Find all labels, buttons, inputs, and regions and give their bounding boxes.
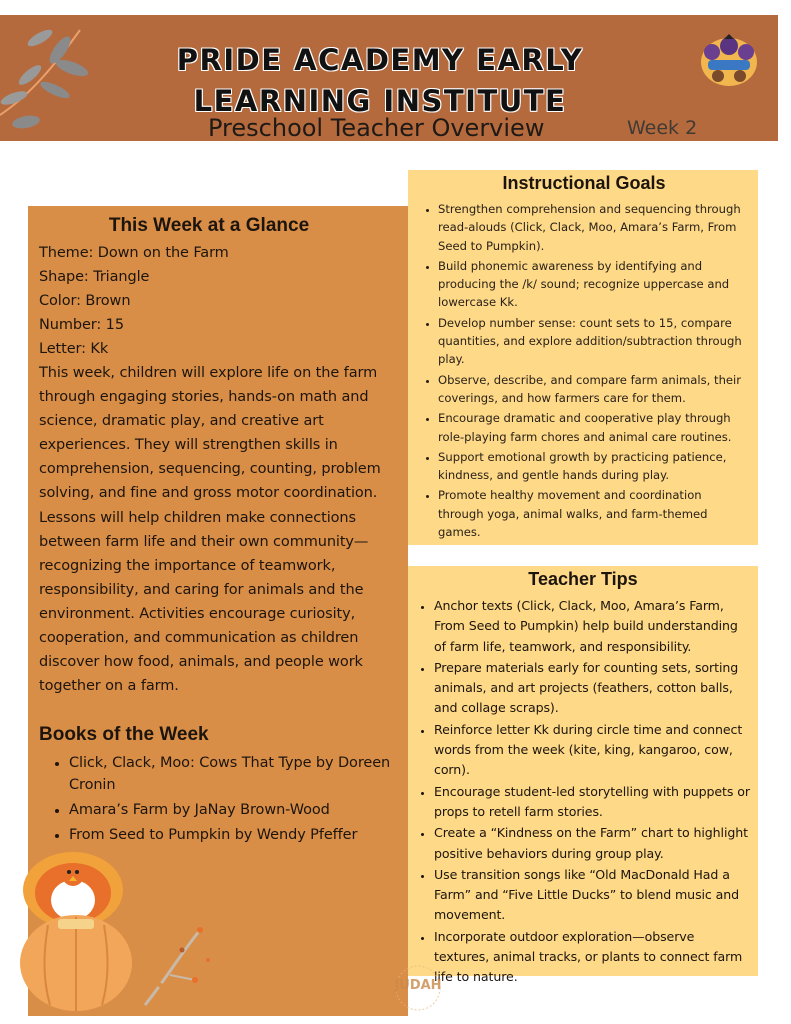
judah-logo-text: JUDAH (394, 978, 442, 993)
goal-item: • Encourage dramatic and cooperative play through role-playing farm chores and animal care routines. (438, 409, 750, 446)
tips-heading: Teacher Tips (528, 569, 638, 589)
goal-item: • Build phonemic awareness by identifying and producing the /k/ sound; recognize uppercase and lowercase Kk. (438, 257, 750, 312)
tip-item: • Use transition songs like “Old MacDonald Had a Farm” and “Five Little Ducks” to blend music and movement. (434, 865, 750, 926)
glance-heading: This Week at a Glance (108, 215, 310, 236)
instructional-goals-panel (408, 170, 758, 545)
book-item: • Amara’s Farm by JaNay Brown-Wood (69, 799, 408, 821)
goal-item: • Observe, describe, and compare farm animals, their coverings, and how farmers care for them. (438, 371, 750, 408)
goals-heading: Instructional Goals (502, 173, 666, 193)
leaf-branch-icon (0, 20, 100, 140)
goal-item: • Support emotional growth by practicing patience, kindness, and gentle hands during play. (438, 448, 750, 485)
tip-item: • Create a “Kindness on the Farm” chart to highlight positive behaviors during group play. (434, 823, 750, 864)
goal-item: • Develop number sense: count sets to 15, compare quantities, and explore addition/subtraction through play. (438, 314, 750, 369)
glance-description: This week, children will explore life on the farm through engaging stories, hands-on math and science, dramatic play, and creative art experiences. They will strengthen skills in comprehension, sequencing, counting, problem solving, and fine and gross motor coordination. Lessons will help children make connections between farm life and their own community—recognizing the importance of teamwork, responsibility, and caring for animals and the environment. Activities encourage curiosity, cooperation, and communication as children discover how food, animals, and people work together on a farm. (39, 365, 381, 695)
goals-list (418, 200, 750, 541)
week-label: Week 2 (627, 117, 698, 139)
page-subtitle: Preschool Teacher Overview (208, 114, 545, 142)
tip-item: • Incorporate outdoor exploration—observe textures, animal tracks, or plants to connect farm life to nature. (434, 927, 750, 988)
autumn-twig-icon (140, 920, 220, 1010)
tips-list (416, 596, 750, 988)
book-item: • From Seed to Pumpkin by Wendy Pfeffer (69, 824, 408, 846)
books-list (39, 752, 408, 846)
tip-item: • Encourage student-led storytelling with puppets or props to retell farm stories. (434, 782, 750, 823)
tip-item: • Anchor texts (Click, Clack, Moo, Amara’s Farm, From Seed to Pumpkin) help build understanding of farm life, teamwork, and responsibility. (434, 596, 750, 657)
tip-item: • Prepare materials early for counting sets, sorting animals, and art projects (feathers, cotton balls, and collage scraps). (434, 658, 750, 719)
letter-line: Letter: Kk (39, 341, 109, 357)
page-title: PRIDE ACADEMY EARLY LEARNING INSTITUTE (176, 43, 584, 118)
tip-item: • Reinforce letter Kk during circle time and connect words from the week (kite, king, kangaroo, cow, corn). (434, 720, 750, 781)
books-heading: Books of the Week (39, 724, 209, 746)
goal-item: • Promote healthy movement and coordination through yoga, animal walks, and farm-themed games. (438, 486, 750, 541)
color-line: Color: Brown (39, 293, 131, 309)
goal-item: • Strengthen comprehension and sequencing through read-alouds (Click, Clack, Moo, Amara’s Farm, From Seed to Pumpkin). (438, 200, 750, 255)
shape-line: Shape: Triangle (39, 269, 150, 285)
book-item: • Click, Clack, Moo: Cows That Type by Doreen Cronin (69, 752, 408, 796)
teacher-tips-panel (408, 566, 758, 985)
number-line: Number: 15 (39, 317, 124, 333)
judah-logo-icon (383, 963, 453, 1013)
theme-line: Theme: Down on the Farm (39, 245, 229, 261)
academy-logo-icon (698, 30, 760, 90)
turkey-pumpkin-icon (18, 845, 138, 1020)
